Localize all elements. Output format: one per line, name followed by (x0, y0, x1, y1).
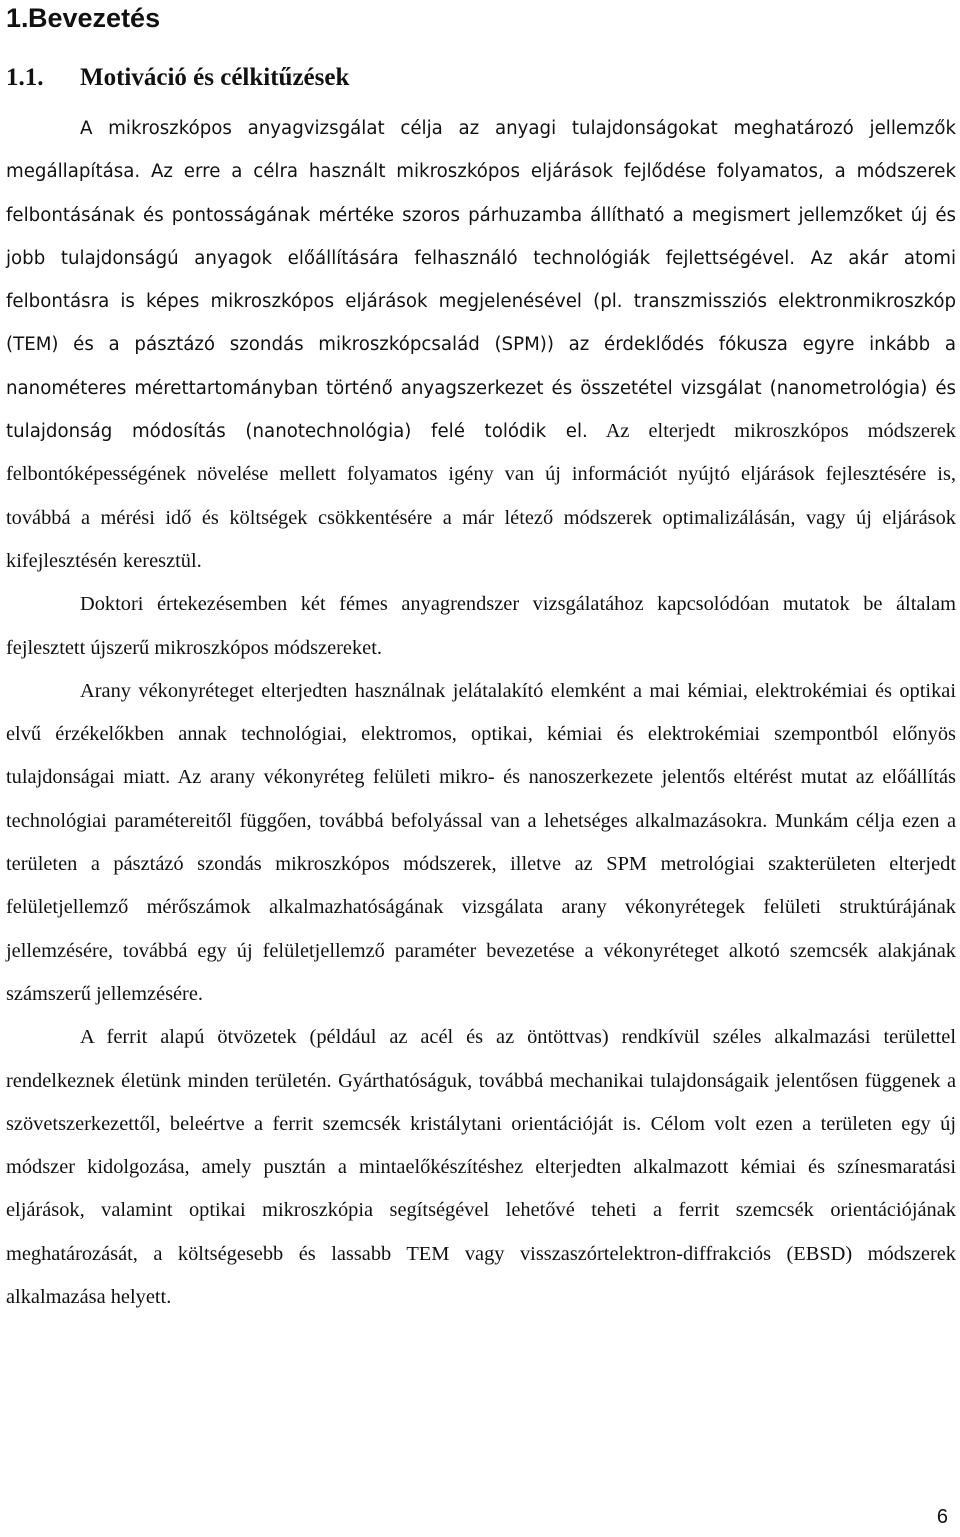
page-number: 6 (936, 1506, 948, 1528)
paragraph-2: Doktori értekezésemben két fémes anyagrendszer vizsgálatához kapcsolódóan mutatok be általam fejlesztett újszerű mikroszkópos módszereket. (6, 593, 956, 659)
paragraph-1-sans-text: A mikroszkópos anyagvizsgálat célja az anyagi tulajdonságokat meghatározó jellemzők megállapítása. Az erre a célra használt mikroszkópos eljárások fejlődése folyamatos, a módszerek felbontásának és pontosságának mértéke szoros párhuzamba állítható a megismert jellemzőket új és jobb tulajdonságú anyagok előállítására felhasználó technológiák fejlettségével. Az akár atomi felbontásra is képes mikroszkópos eljárások megjelenésével (pl. transzmissziós elektronmikroszkóp (TEM) és a pásztázó szondás mikroszkópcsalád (SPM)) az érdeklődés fókusza egyre inkább a nanométeres mérettartományban történő anyagszerkezet és összetétel vizsgálat (nanometrológia) és tulajdonság módosítás (nanotechnológia) felé tolódik el. (6, 118, 956, 443)
chapter-title: Bevezetés (28, 3, 161, 33)
chapter-number: 1. (6, 3, 29, 33)
paragraph-1-serif-text: Az elterjedt mikroszkópos módszerek felbontóképességének növelése mellett folyamatos igény van új információt nyújtó eljárások fejlesztésére is, továbbá a mérési idő és költségek csökkentésére a már létező módszerek optimalizálásán, vagy új eljárások kifejlesztésén keresztül. (6, 420, 956, 572)
section-heading (6, 59, 956, 99)
section-title: Motiváció és célkitűzések (80, 64, 350, 91)
document-page (6, 0, 956, 1319)
paragraph-1 (6, 107, 956, 583)
section-number: 1.1. (6, 64, 44, 91)
chapter-heading (6, 0, 956, 41)
paragraph-4: A ferrit alapú ötvözetek (például az acél és az öntöttvas) rendkívül széles alkalmazási területtel rendelkeznek életünk minden területén. Gyárthatóságuk, továbbá mechanikai tulajdonságaik jelentősen függenek a szövetszerkezettől, beleértve a ferrit szemcsék kristálytani orientációját is. Célom volt ezen a területen egy új módszer kidolgozása, amely pusztán a mintaelőkészítéshez elterjedten alkalmazott kémiai és színesmaratási eljárások, valamint optikai mikroszkópia segítségével lehetővé teheti a ferrit szemcsék orientációjának meghatározását, a költségesebb és lassabb TEM vagy visszaszórtelektron-diffrakciós (EBSD) módszerek alkalmazása helyett. (6, 1026, 956, 1309)
paragraph-3: Arany vékonyréteget elterjedten használnak jelátalakító elemként a mai kémiai, elektrokémiai és optikai elvű érzékelőkben annak technológiai, elektromos, optikai, kémiai és elektrokémiai szempontból előnyös tulajdonságai miatt. Az arany vékonyréteg felületi mikro- és nanoszerkezete jelentős eltérést mutat az előállítás technológiai paramétereitől függően, továbbá befolyással van a lehetséges alkalmazásokra. Munkám célja ezen a területen a pásztázó szondás mikroszkópos módszerek, illetve az SPM metrológiai szakterületen elterjedt felületjellemző mérőszámok alkalmazhatóságának vizsgálata arany vékonyrétegek felületi struktúrájának jellemzésére, továbbá egy új felületjellemző paraméter bevezetése a vékonyréteget alkotó szemcsék alakjának számszerű jellemzésére. (6, 679, 956, 1005)
